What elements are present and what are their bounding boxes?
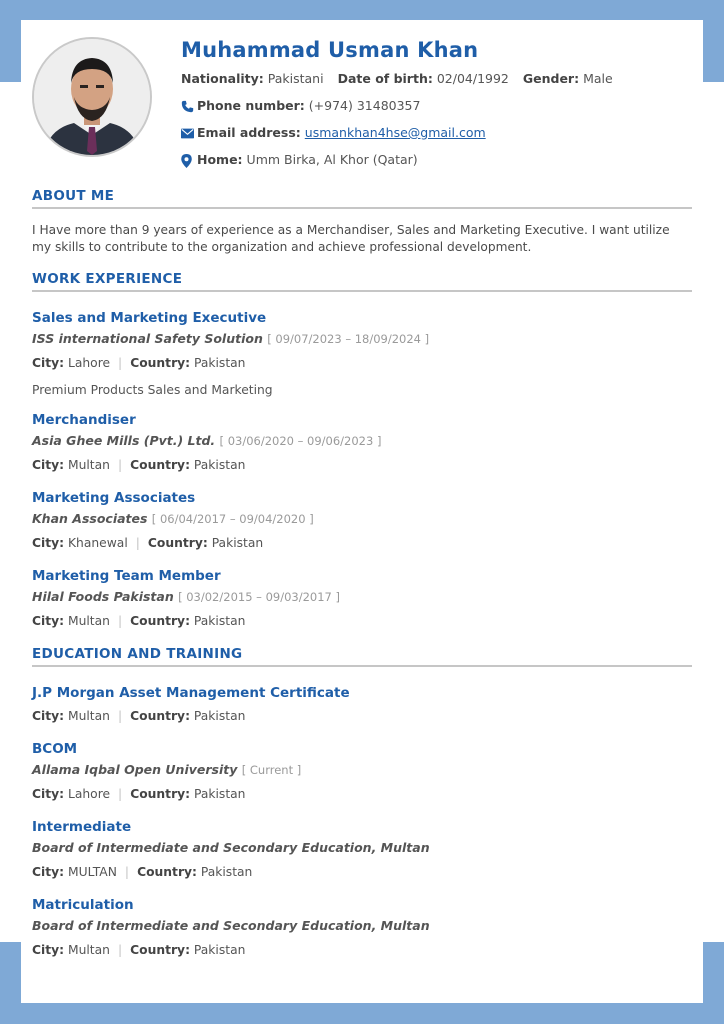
institution: Allama Iqbal Open University bbox=[32, 762, 238, 777]
country-label: Country: bbox=[147, 536, 208, 550]
country-value: Pakistan bbox=[193, 614, 246, 628]
home-value: Umm Birka, Al Khor (Qatar) bbox=[246, 152, 418, 167]
employer: Asia Ghee Mills (Pvt.) Ltd. bbox=[32, 433, 216, 448]
education-entry bbox=[32, 817, 692, 885]
country-label: Country: bbox=[137, 865, 197, 879]
city-value: Khanewal bbox=[67, 536, 128, 550]
qualification-title: BCOM bbox=[32, 741, 78, 757]
map-pin-icon bbox=[181, 154, 197, 168]
city-label: City: bbox=[32, 865, 65, 879]
divider: | bbox=[118, 356, 123, 370]
email-label: Email address: bbox=[197, 125, 301, 140]
person-name: Muhammad Usman Khan bbox=[181, 38, 479, 62]
work-entry bbox=[32, 410, 692, 478]
divider: | bbox=[117, 458, 123, 472]
city-label: City: bbox=[32, 614, 65, 628]
country-label: Country: bbox=[130, 943, 190, 957]
city-value: Lahore bbox=[67, 787, 111, 801]
city-label: City: bbox=[32, 787, 65, 801]
work-entry bbox=[32, 308, 692, 400]
employer: Khan Associates bbox=[32, 511, 148, 526]
education-entry bbox=[32, 895, 692, 963]
work-entry bbox=[32, 566, 692, 634]
job-title: Merchandiser bbox=[32, 412, 136, 428]
job-dates: [ 09/07/2023 – 18/09/2024 ] bbox=[267, 332, 430, 346]
country-value: Pakistan bbox=[193, 943, 246, 957]
city-value: Multan bbox=[67, 709, 110, 723]
city-value: Lahore bbox=[67, 356, 111, 370]
education-section-title: EDUCATION AND TRAINING bbox=[32, 646, 692, 667]
divider: | bbox=[118, 787, 123, 801]
job-dates: [ 03/06/2020 – 09/06/2023 ] bbox=[219, 434, 382, 448]
city-label: City: bbox=[32, 943, 65, 957]
nationality-value: Pakistani bbox=[267, 71, 324, 86]
country-label: Country: bbox=[130, 458, 190, 472]
job-dates: [ 03/02/2015 – 09/03/2017 ] bbox=[178, 590, 341, 604]
institution: Board of Intermediate and Secondary Education, Multan bbox=[32, 840, 430, 855]
nationality-label: Nationality: bbox=[181, 71, 264, 86]
city-value: Multan bbox=[67, 614, 110, 628]
phone-value: (+974) 31480357 bbox=[308, 98, 421, 113]
city-value: Multan bbox=[67, 458, 110, 472]
country-value: Pakistan bbox=[211, 536, 264, 550]
dob-value: 02/04/1992 bbox=[436, 71, 509, 86]
country-value: Pakistan bbox=[193, 458, 246, 472]
job-dates: [ 06/04/2017 – 09/04/2020 ] bbox=[151, 512, 314, 526]
divider: | bbox=[117, 614, 123, 628]
country-label: Country: bbox=[130, 356, 191, 370]
employer: Hilal Foods Pakistan bbox=[32, 589, 174, 604]
qualification-title: Intermediate bbox=[32, 819, 132, 835]
divider: | bbox=[135, 536, 140, 550]
divider: | bbox=[117, 709, 123, 723]
education-entry bbox=[32, 683, 692, 729]
country-label: Country: bbox=[130, 787, 191, 801]
gender-label: Gender: bbox=[522, 71, 580, 86]
phone-label: Phone number: bbox=[197, 98, 305, 113]
divider: | bbox=[117, 943, 123, 957]
education-entry bbox=[32, 739, 692, 807]
about-section-title: ABOUT ME bbox=[32, 188, 692, 209]
country-value: Pakistan bbox=[193, 709, 246, 723]
education-dates: [ Current ] bbox=[241, 763, 302, 777]
city-label: City: bbox=[32, 356, 65, 370]
country-label: Country: bbox=[130, 709, 190, 723]
city-value: Multan bbox=[67, 943, 110, 957]
home-line bbox=[181, 146, 681, 173]
profile-photo bbox=[32, 37, 152, 157]
cv-sheet bbox=[21, 20, 703, 1003]
cv-content bbox=[32, 188, 692, 963]
employer: ISS international Safety Solution bbox=[32, 331, 263, 346]
city-label: City: bbox=[32, 458, 65, 472]
work-entry bbox=[32, 488, 692, 556]
qualification-title: Matriculation bbox=[32, 897, 134, 913]
phone-icon bbox=[181, 100, 197, 113]
phone-line bbox=[181, 92, 681, 119]
institution: Board of Intermediate and Secondary Education, Multan bbox=[32, 918, 430, 933]
job-title: Marketing Team Member bbox=[32, 568, 221, 584]
email-link[interactable]: usmankhan4hse@gmail.com bbox=[304, 125, 486, 140]
country-value: Pakistan bbox=[193, 356, 246, 370]
job-description: Premium Products Sales and Marketing bbox=[32, 383, 273, 397]
email-line bbox=[181, 119, 681, 146]
job-title: Marketing Associates bbox=[32, 490, 196, 506]
city-label: City: bbox=[32, 536, 65, 550]
country-value: Pakistan bbox=[193, 787, 246, 801]
about-text: I Have more than 9 years of experience as a Merchandiser, Sales and Marketing Executive. I want utilize my skills to contribute to the organization and achieve professional development. bbox=[32, 223, 670, 254]
job-title: Sales and Marketing Executive bbox=[32, 310, 267, 326]
country-label: Country: bbox=[130, 614, 190, 628]
qualification-title: J.P Morgan Asset Management Certificate bbox=[32, 685, 350, 701]
city-label: City: bbox=[32, 709, 65, 723]
personal-details-line bbox=[181, 65, 681, 92]
dob-label: Date of birth: bbox=[337, 71, 433, 86]
gender-value: Male bbox=[583, 71, 613, 86]
city-value: MULTAN bbox=[67, 865, 117, 879]
personal-info bbox=[181, 35, 681, 173]
country-value: Pakistan bbox=[200, 865, 253, 879]
work-section-title: WORK EXPERIENCE bbox=[32, 271, 692, 292]
home-label: Home: bbox=[197, 152, 243, 167]
envelope-icon bbox=[181, 128, 197, 139]
divider: | bbox=[124, 865, 130, 879]
